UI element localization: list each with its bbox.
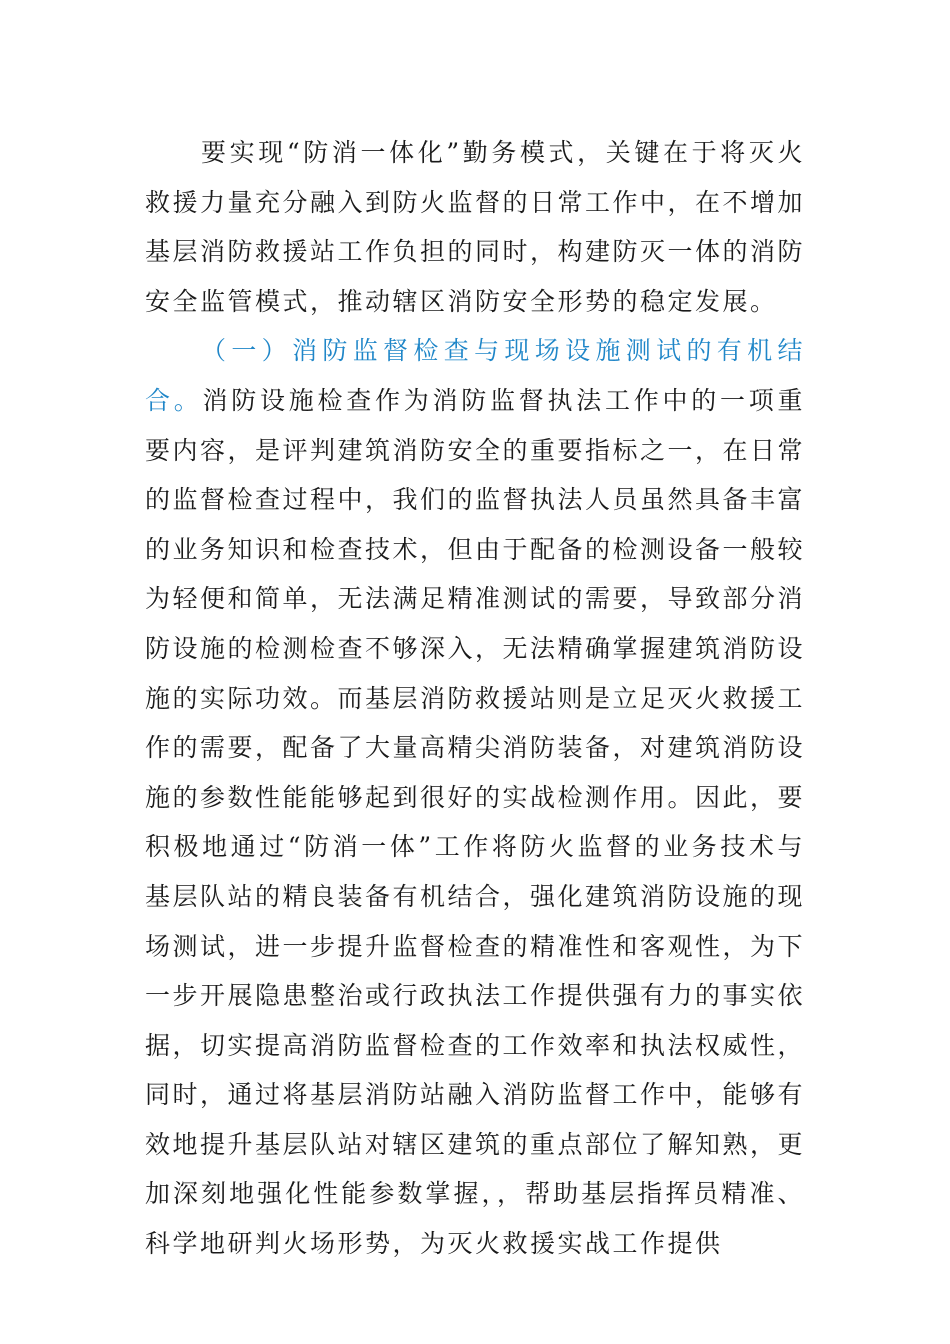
section-1-body: 消防设施检查作为消防监督执法工作中的一项重要内容，是评判建筑消防安全的重要指标之一，在日常的监督检查过程中，我们的监督执法人员虽然具备丰富的业务知识和检查技术，但由于配备的检测设备一般较为轻便和简单，无法满足精准测试的需要，导致部分消防设施的检测检查不够深入，无法精确掌握建筑消防设施的实际功效。而基层消防救援站则是立足灭火救援工作的需要，配备了大量高精尖消防装备，对建筑消防设施的参数性能能够起到很好的实战检测作用。因此，要积极地通过“防消一体”工作将防火监督的业务技术与基层队站的精良装备有机结合，强化建筑消防设施的现场测试，进一步提升监督检查的精准性和客观性，为下一步开展隐患整治或行政执法工作提供强有力的事实依据，切实提高消防监督检查的工作效率和执法权威性，同时，通过将基层消防站融入消防监督工作中，能够有效地提升基层队站对辖区建筑的重点部位了解知熟，更加深刻地强化性能参数掌握，，帮助基层指挥员精准、科学地研判火场形势，为灭火救援实战工作提供 [145,385,806,1259]
intro-paragraph-text: 要实现“防消一体化”勤务模式，关键在于将灭火救援力量充分融入到防火监督的日常工作中，在不增加基层消防救援站工作负担的同时，构建防灭一体的消防安全监管模式，推动辖区消防安全形势的稳定发展。 [145,138,806,316]
intro-paragraph [145,128,805,326]
document-body [145,128,805,1269]
section-1-paragraph [145,326,805,1268]
section-1-heading: （一）消防监督检查与现场设施测试的有机结合。 [145,336,805,415]
